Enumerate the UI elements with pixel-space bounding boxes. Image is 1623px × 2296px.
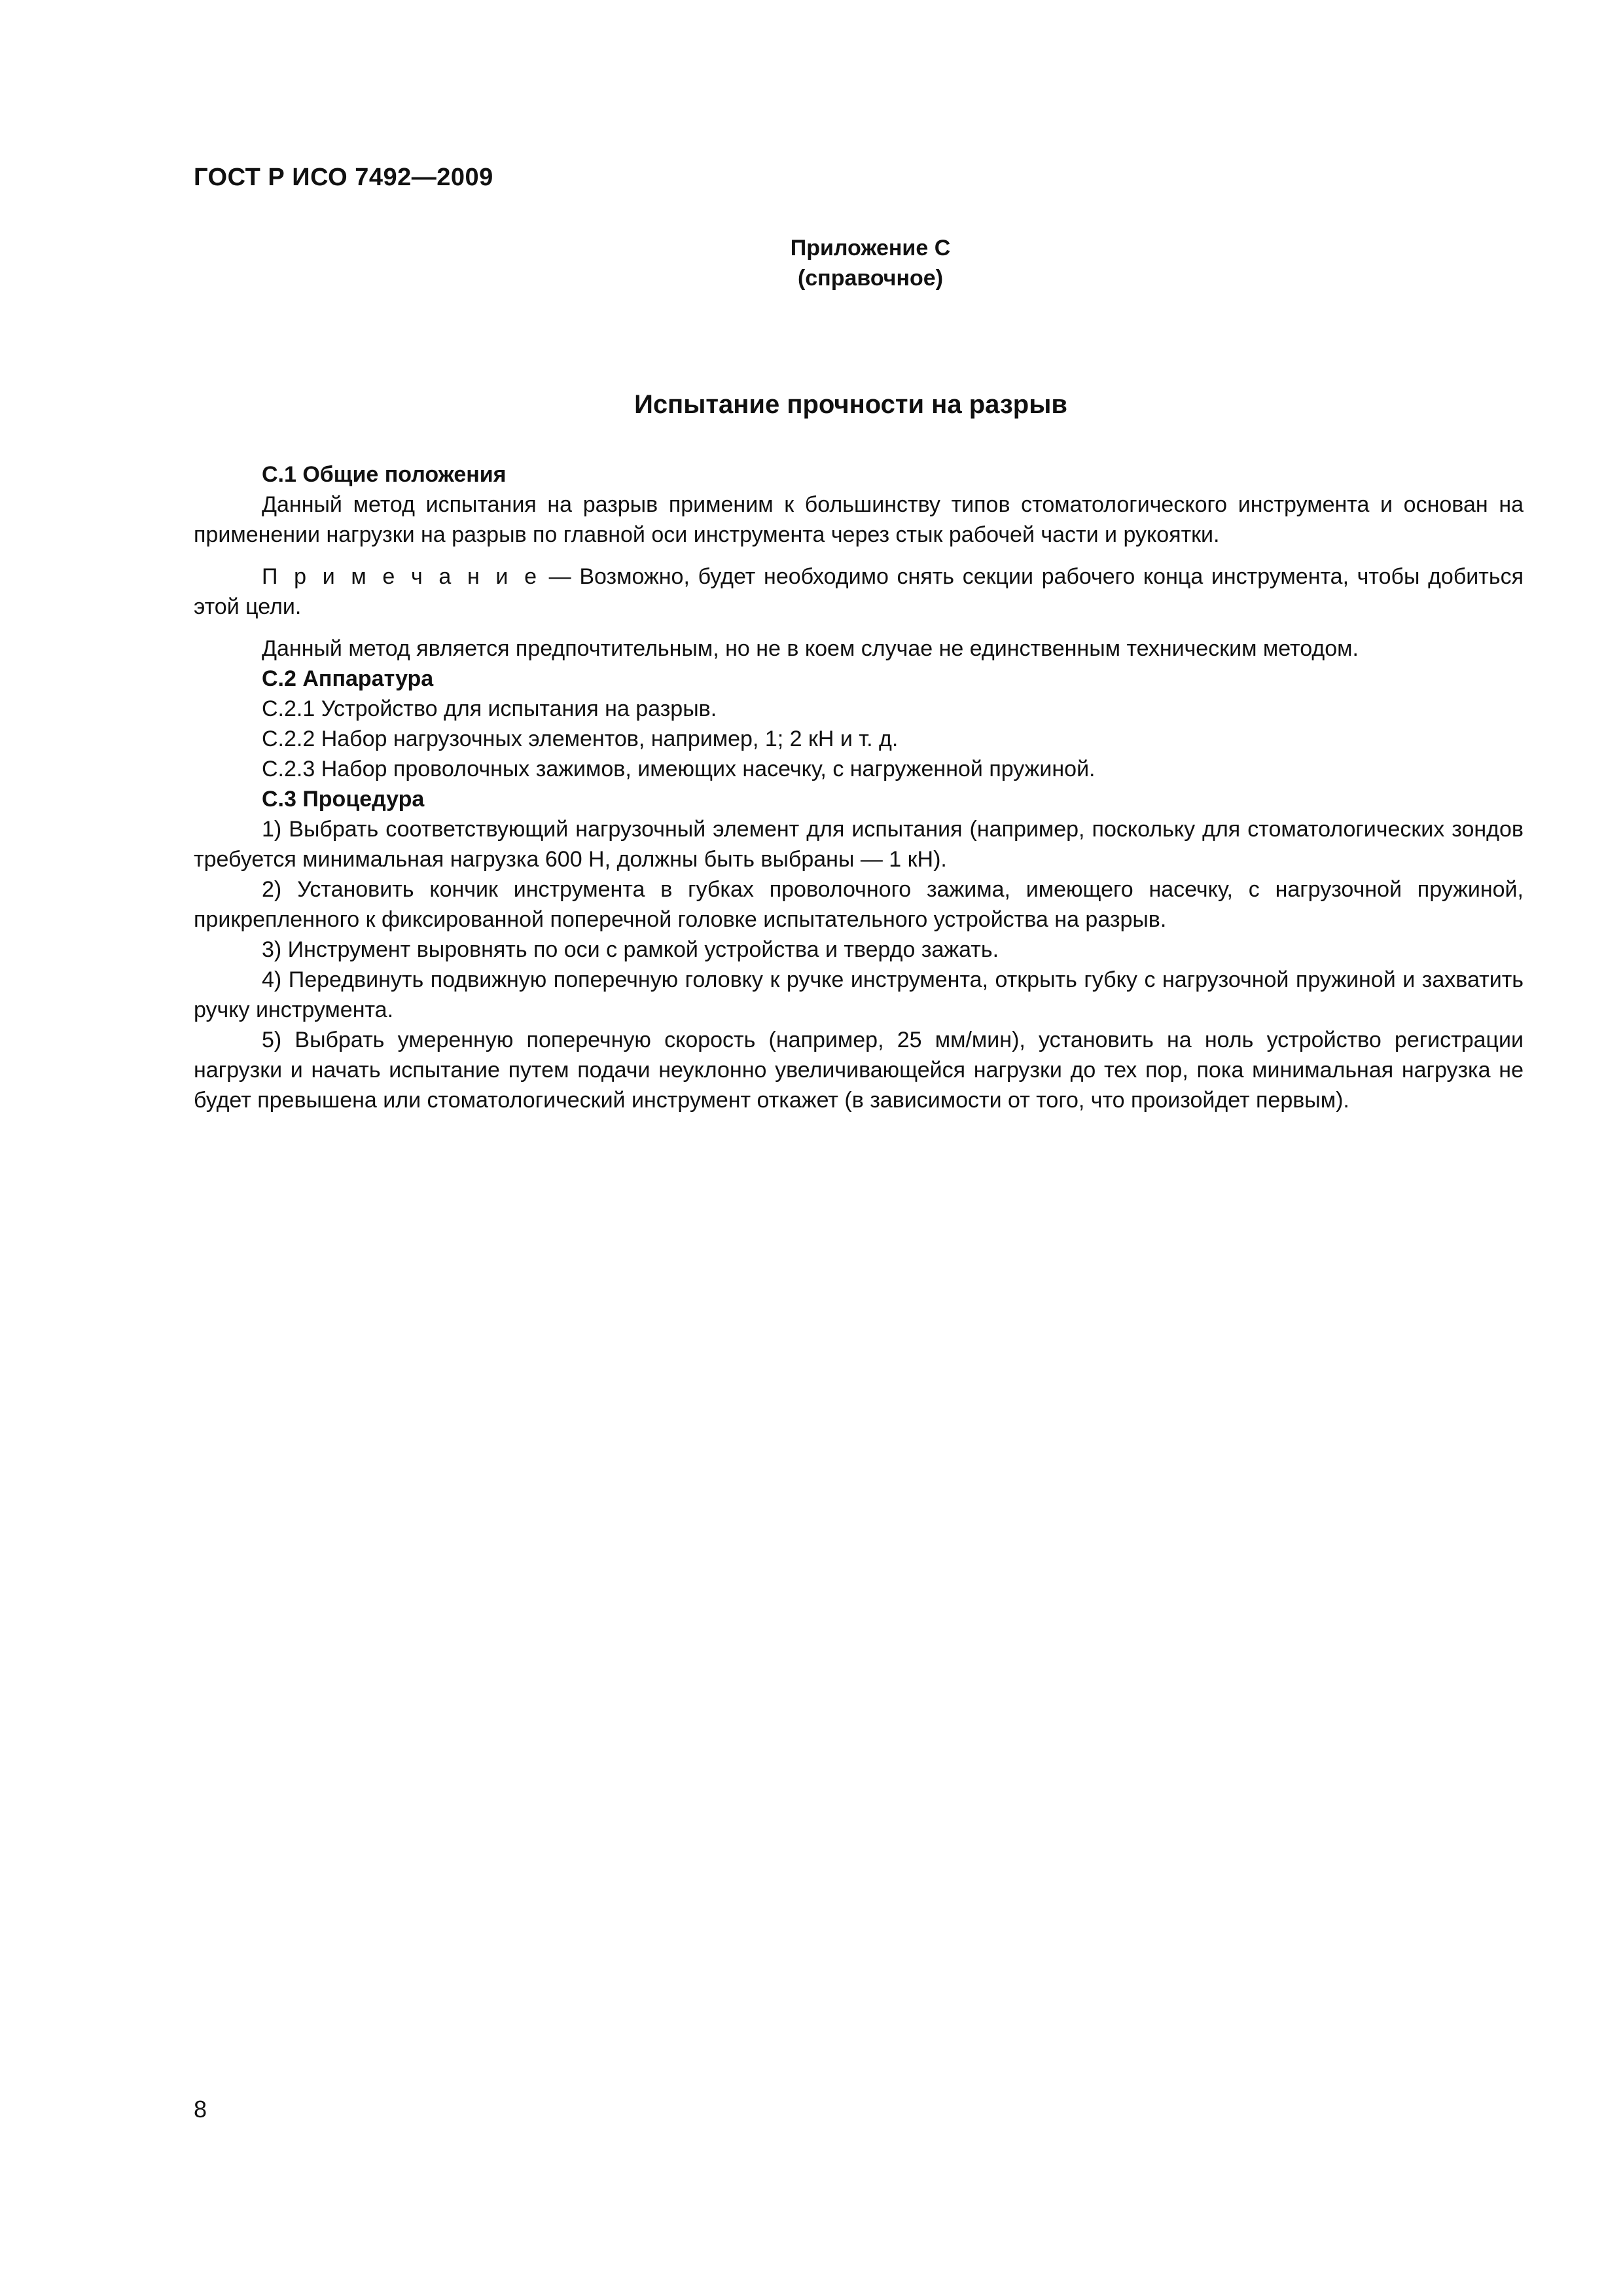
annex-kind: (справочное) [797, 266, 944, 291]
annex-title: Приложение C [790, 236, 951, 260]
document-title: Испытание прочности на разрыв [634, 390, 1067, 419]
paragraph-general-2: Данный метод является предпочтительным, но не в коем случае не единственным техническим методом. [262, 636, 1359, 661]
note [194, 562, 1524, 622]
page-number: 8 [194, 2096, 207, 2123]
standard-header: ГОСТ Р ИСО 7492—2009 [194, 164, 493, 191]
section-heading-general: C.1 Общие положения [262, 462, 507, 487]
apparatus-item-2: C.2.2 Набор нагрузочных элементов, например, 1; 2 кН и т. д. [262, 726, 899, 751]
note-label: П р и м е ч а н и е [262, 564, 541, 589]
paragraph-general-1: Данный метод испытания на разрыв применим к большинству типов стоматологического инструмента и основан на применении нагрузки на разрыв по главной оси инструмента через стык рабочей части и рукоятки. [194, 492, 1524, 547]
document-body [194, 459, 1524, 1115]
procedure-step-5: 5) Выбрать умеренную поперечную скорость (например, 25 мм/мин), установить на ноль устройство регистрации нагрузки и начать испытание путем подачи неуклонно увеличивающейся нагрузки до тех пор, пока минимальная нагрузка не будет превышена или стоматологический инструмент откажет (в зависимости от того, что произойдет первым). [194, 1028, 1524, 1113]
apparatus-item-1: C.2.1 Устройство для испытания на разрыв. [262, 696, 717, 721]
apparatus-item-3: C.2.3 Набор проволочных зажимов, имеющих насечку, с нагруженной пружиной. [262, 757, 1096, 781]
procedure-step-2: 2) Установить кончик инструмента в губках проволочного зажима, имеющего насечку, с нагрузочной пружиной, прикрепленного к фиксированной поперечной головке испытательного устройства на разрыв. [194, 877, 1524, 932]
procedure-step-3: 3) Инструмент выровнять по оси с рамкой устройства и твердо зажать. [262, 937, 999, 962]
procedure-step-1: 1) Выбрать соответствующий нагрузочный элемент для испытания (например, поскольку для стоматологических зондов требуется минимальная нагрузка 600 Н, должны быть выбраны — 1 кН). [194, 817, 1524, 872]
section-heading-apparatus: C.2 Аппаратура [262, 666, 434, 691]
procedure-step-4: 4) Передвинуть подвижную поперечную головку к ручке инструмента, открыть губку с нагрузочной пружиной и захватить ручку инструмента. [194, 967, 1524, 1022]
section-heading-procedure: C.3 Процедура [262, 787, 425, 812]
note-text: — Возможно, будет необходимо снять секции рабочего конца инструмента, чтобы добиться этой цели. [194, 564, 1524, 619]
